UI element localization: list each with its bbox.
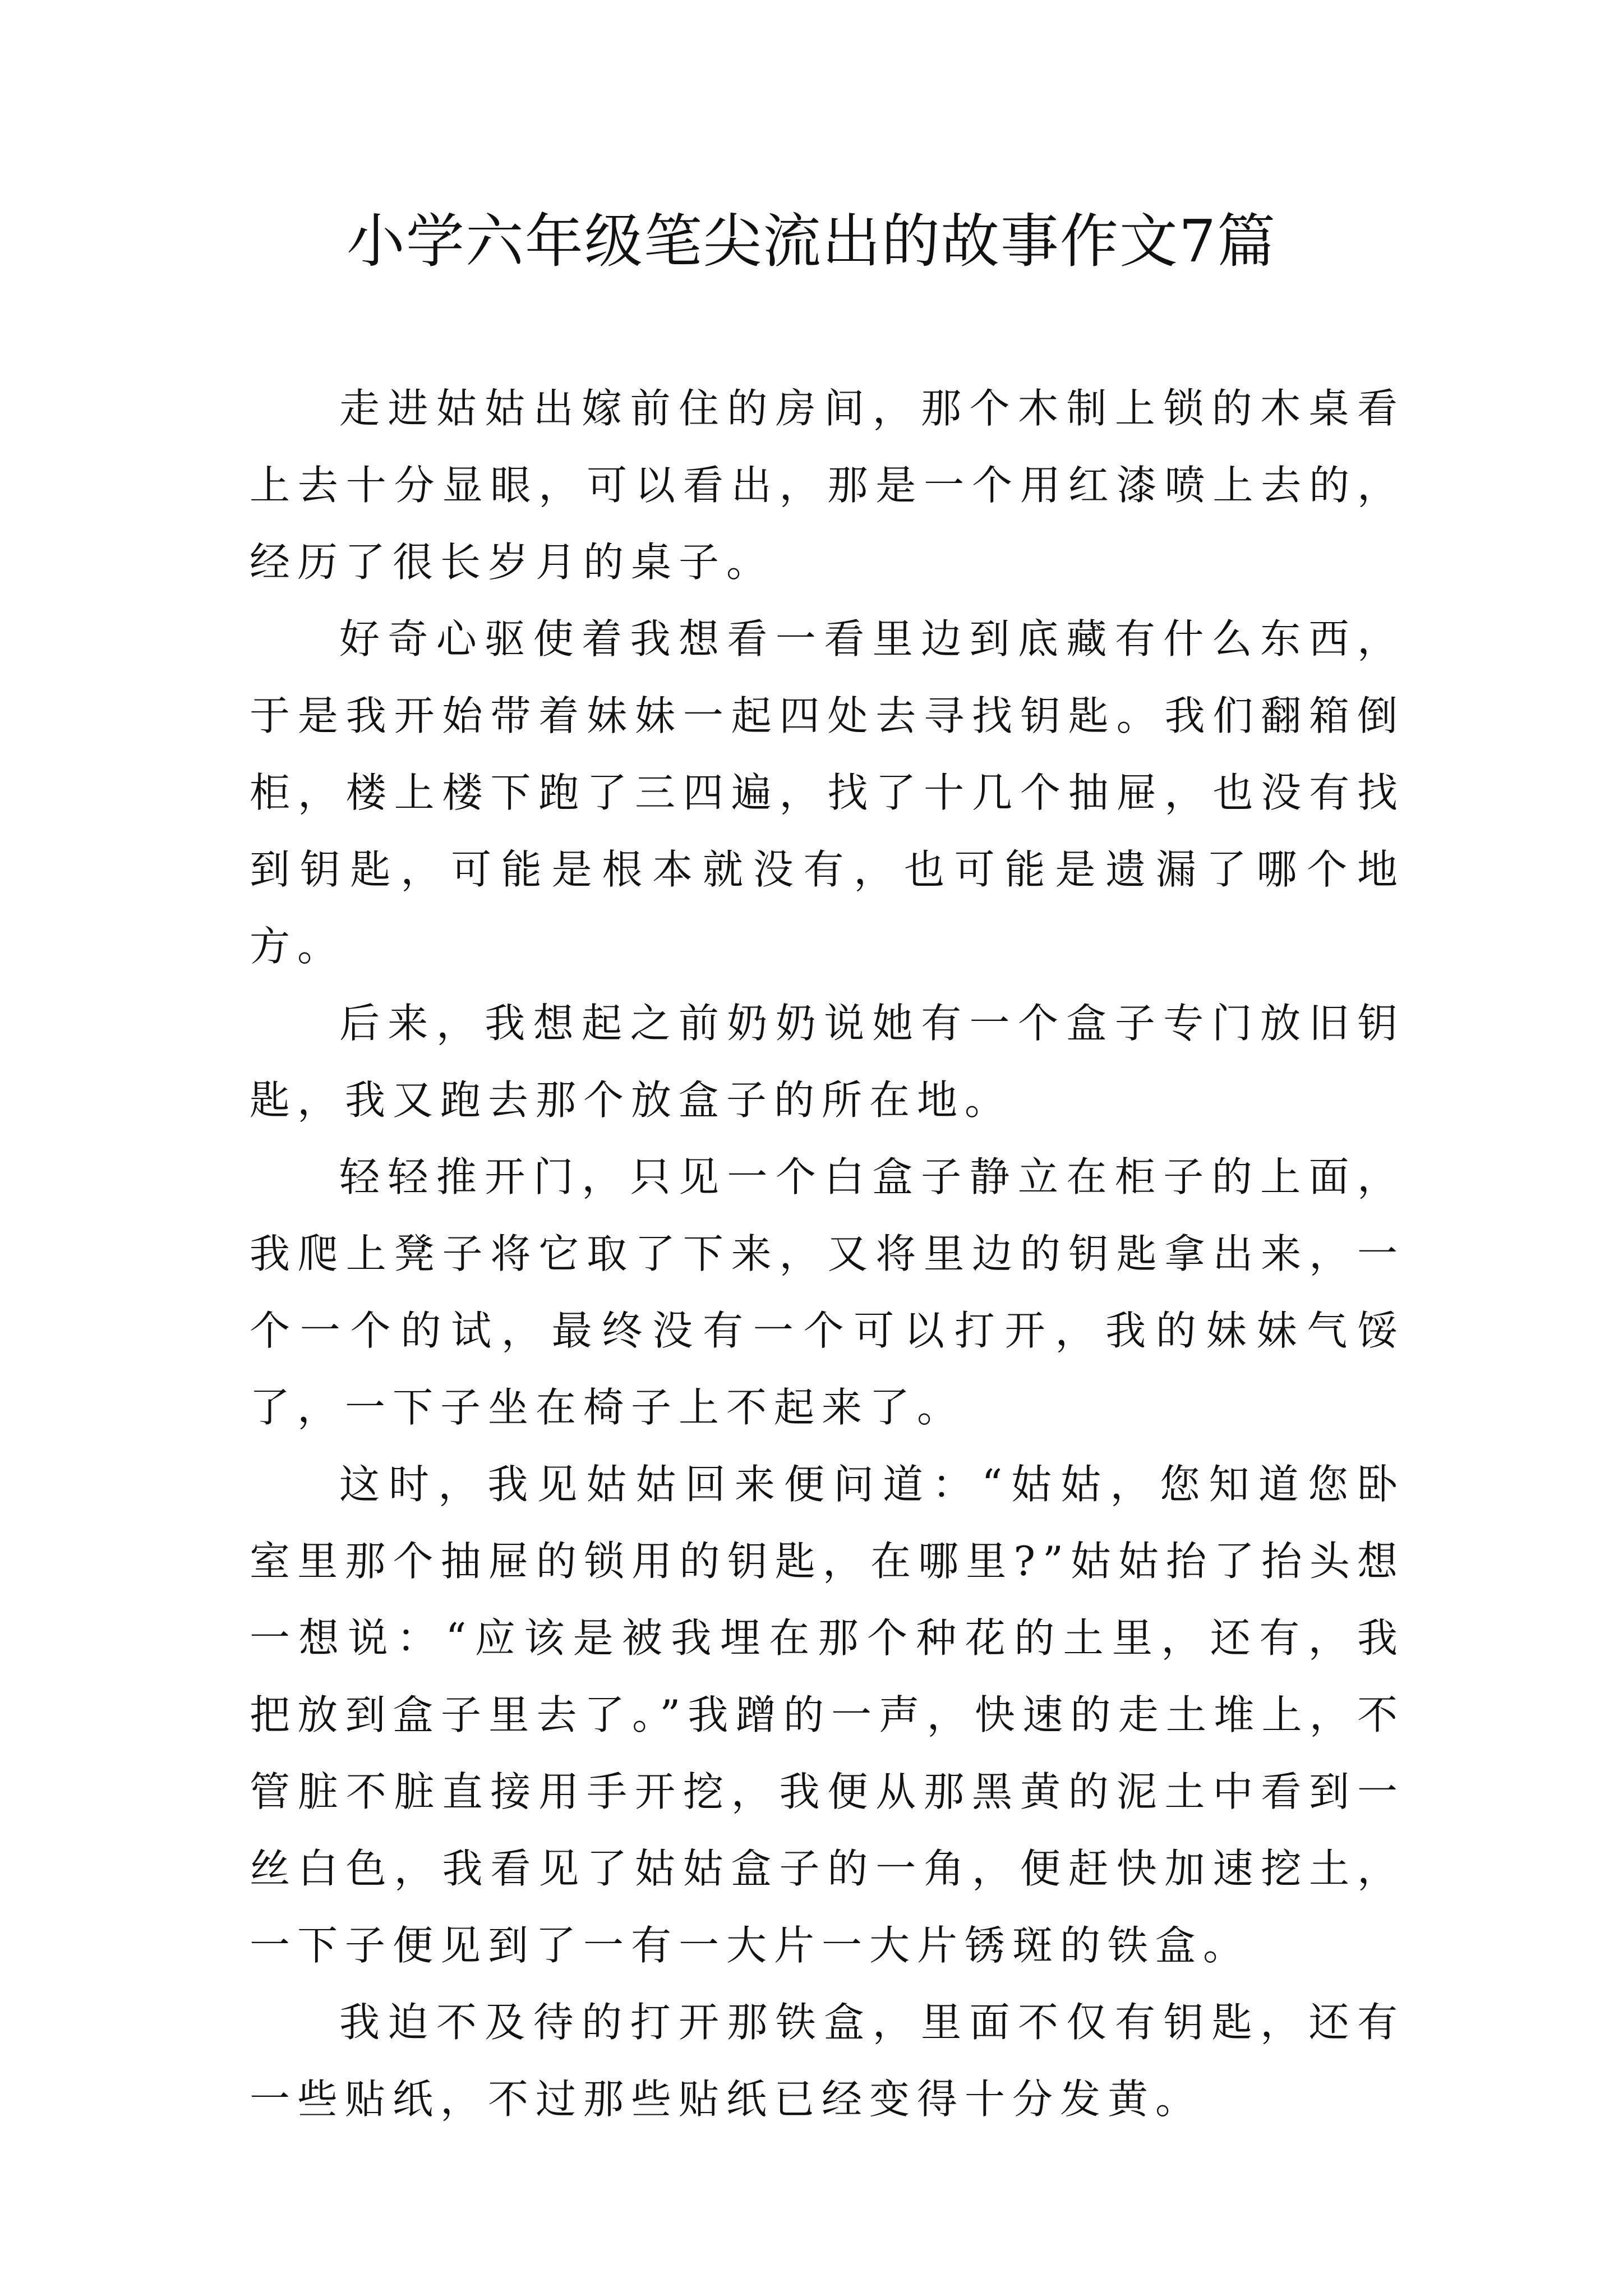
document-title: 小学六年级笔尖流出的故事作文7篇 — [346, 207, 1277, 275]
paragraph: 我迫不及待的打开那铁盒，里面不仅有钥匙，还有一些贴纸，不过那些贴纸已经变得十分发黄。 — [250, 1999, 1405, 2123]
paragraph: 轻轻推开门，只见一个白盒子静立在柜子的上面，我爬上凳子将它取了下来，又将里边的钥匙拿出来，一个一个的试，最终没有一个可以打开，我的妹妹气馁了，一下子坐在椅子上不起来了。 — [250, 1153, 1405, 1431]
paragraph: 这时，我见姑姑回来便问道：“姑姑，您知道您卧室里那个抽屉的锁用的钥匙，在哪里?”姑姑抬了抬头想一想说：“应该是被我埋在那个种花的土里，还有，我把放到盒子里去了。”我蹭的一声，快速的走土堆上，不管脏不脏直接用手开挖，我便从那黑黄的泥土中看到一丝白色，我看见了姑姑盒子的一角，便赶快加速挖土，一下子便见到了一有一大片一大片锈斑的铁盒。 — [250, 1461, 1405, 1969]
paragraph: 好奇心驱使着我想看一看里边到底藏有什么东西，于是我开始带着妹妹一起四处去寻找钥匙。我们翻箱倒柜，楼上楼下跑了三四遍，找了十几个抽屉，也没有找到钥匙，可能是根本就没有，也可能是遗漏了哪个地方。 — [250, 615, 1405, 970]
paragraph: 后来，我想起之前奶奶说她有一个盒子专门放旧钥匙，我又跑去那个放盒子的所在地。 — [250, 1000, 1405, 1124]
paragraph: 走进姑姑出嫁前住的房间，那个木制上锁的木桌看上去十分显眼，可以看出，那是一个用红漆喷上去的，经历了很长岁月的桌子。 — [250, 385, 1405, 586]
document-body — [250, 370, 1405, 2138]
